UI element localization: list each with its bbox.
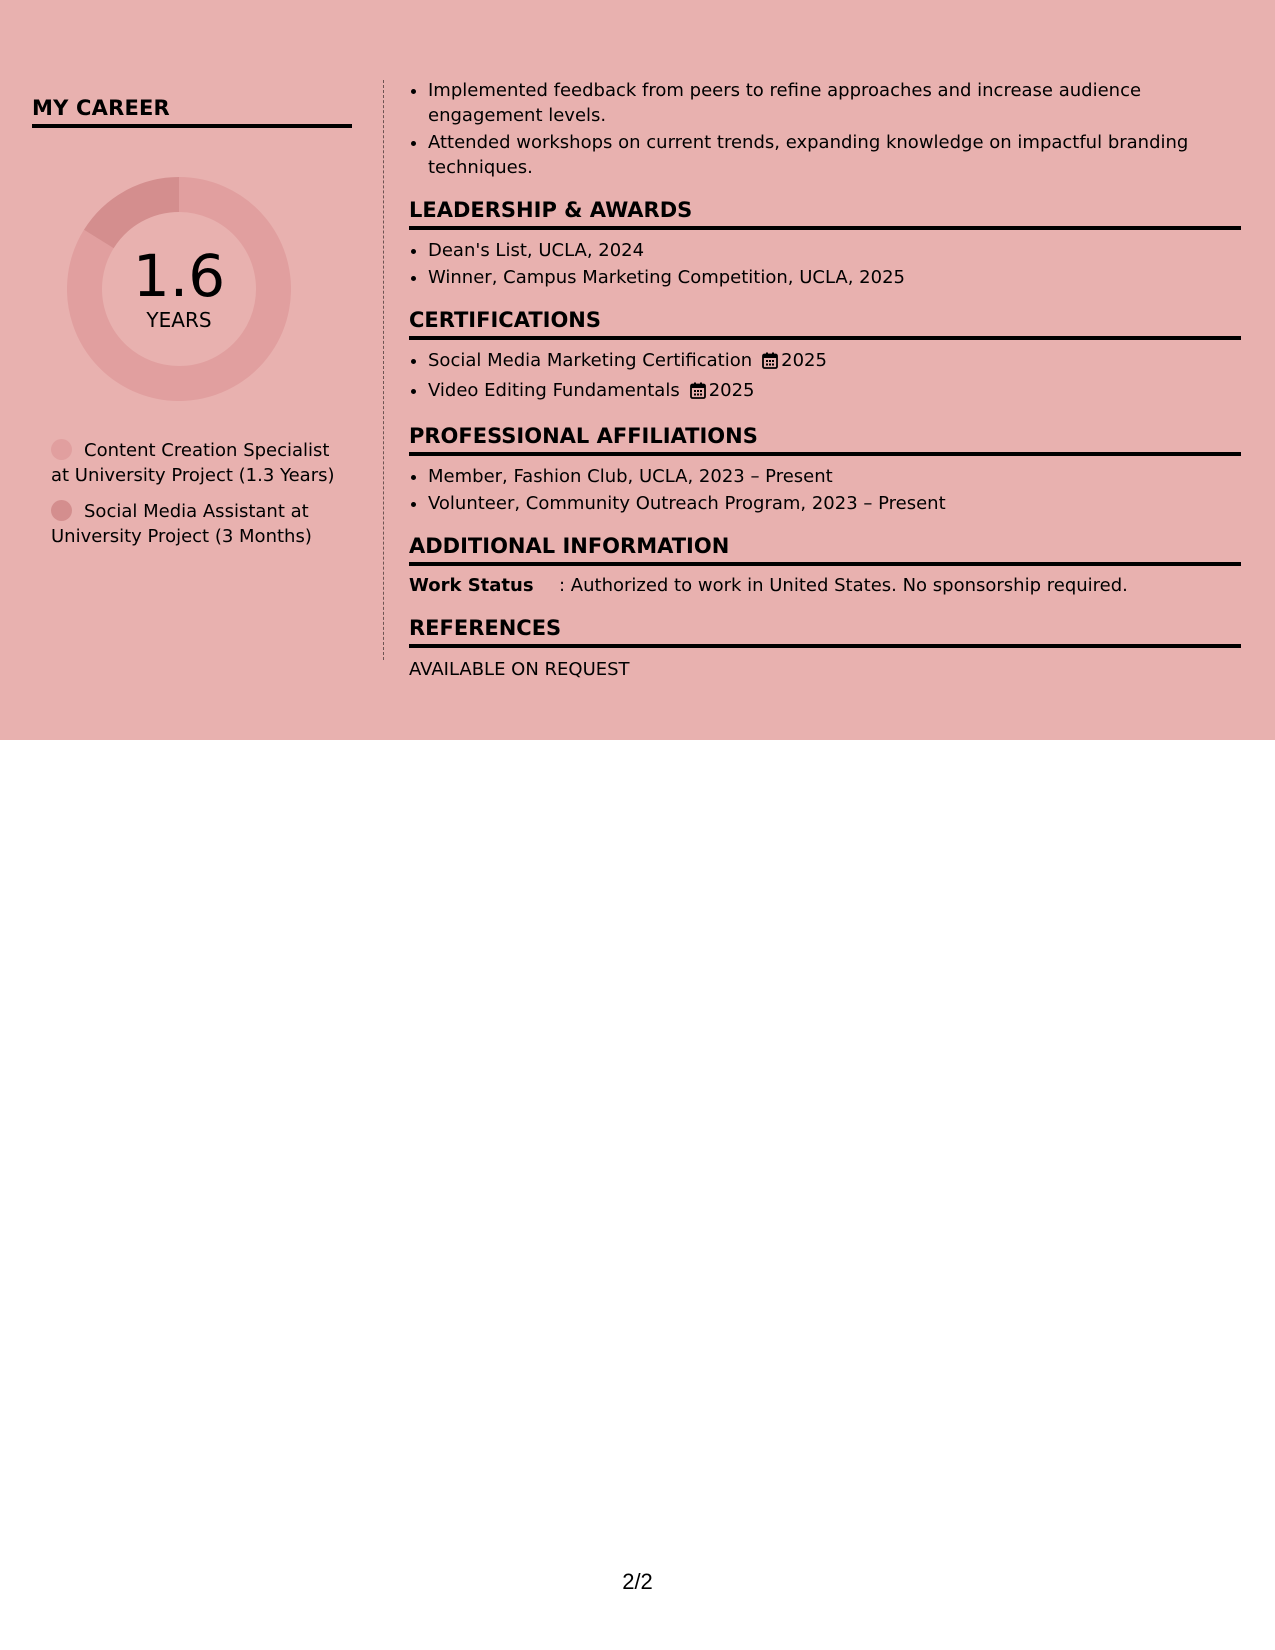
section-title: ADDITIONAL INFORMATION: [409, 533, 1241, 566]
legend-item: [51, 438, 351, 488]
list-item: [428, 378, 1241, 406]
certification-name: Video Editing Fundamentals: [428, 380, 680, 401]
career-title: MY CAREER: [32, 96, 352, 128]
list-item: • Dean's List, UCLA, 2024: [428, 238, 1241, 263]
section-title: CERTIFICATIONS: [409, 307, 1241, 340]
calendar-icon: [762, 351, 778, 376]
career-column: [32, 96, 352, 128]
list-item: • Attended workshops on current trends, expanding knowledge on impactful branding techniques.: [428, 130, 1241, 180]
certifications-section: [409, 307, 1241, 406]
career-total-value: 1.6: [132, 242, 226, 310]
main-column: [409, 78, 1241, 682]
experience-bullets: [409, 78, 1241, 180]
page-number: 2/2: [622, 1569, 653, 1594]
legend-label: Social Media Assistant at University Project (3 Months): [51, 501, 312, 547]
legend-item: [51, 499, 351, 549]
legend-dot: [51, 500, 72, 521]
donut-center: [67, 177, 291, 401]
references-section: [409, 615, 1241, 682]
list-item: • Implemented feedback from peers to refine approaches and increase audience engagement levels.: [428, 78, 1241, 128]
certification-year: 2025: [781, 350, 827, 371]
career-legend: [51, 438, 351, 560]
list-item: [428, 348, 1241, 376]
affiliations-section: [409, 423, 1241, 516]
list-item: • Member, Fashion Club, UCLA, 2023 – Present: [428, 464, 1241, 489]
career-total-unit: YEARS: [146, 308, 212, 332]
work-status-row: [409, 574, 1241, 598]
section-title: PROFESSIONAL AFFILIATIONS: [409, 423, 1241, 456]
leadership-section: [409, 197, 1241, 290]
certification-year: 2025: [708, 380, 755, 401]
list-item: • Winner, Campus Marketing Competition, UCLA, 2025: [428, 265, 1241, 290]
legend-label: Content Creation Specialist at University Project (1.3 Years): [51, 440, 335, 486]
calendar-icon: [690, 381, 706, 406]
work-status-value: : Authorized to work in United States. No sponsorship required.: [559, 575, 1128, 596]
column-divider: [383, 80, 384, 660]
list-item: • Volunteer, Community Outreach Program, 2023 – Present: [428, 491, 1241, 516]
career-donut-chart: [67, 177, 291, 401]
additional-info-section: [409, 533, 1241, 598]
work-status-label: Work Status: [409, 575, 534, 596]
section-title: LEADERSHIP & AWARDS: [409, 197, 1241, 230]
legend-dot: [51, 439, 72, 460]
certification-name: Social Media Marketing Certification: [428, 350, 753, 371]
references-text: AVAILABLE ON REQUEST: [409, 659, 630, 680]
section-title: REFERENCES: [409, 615, 1241, 648]
